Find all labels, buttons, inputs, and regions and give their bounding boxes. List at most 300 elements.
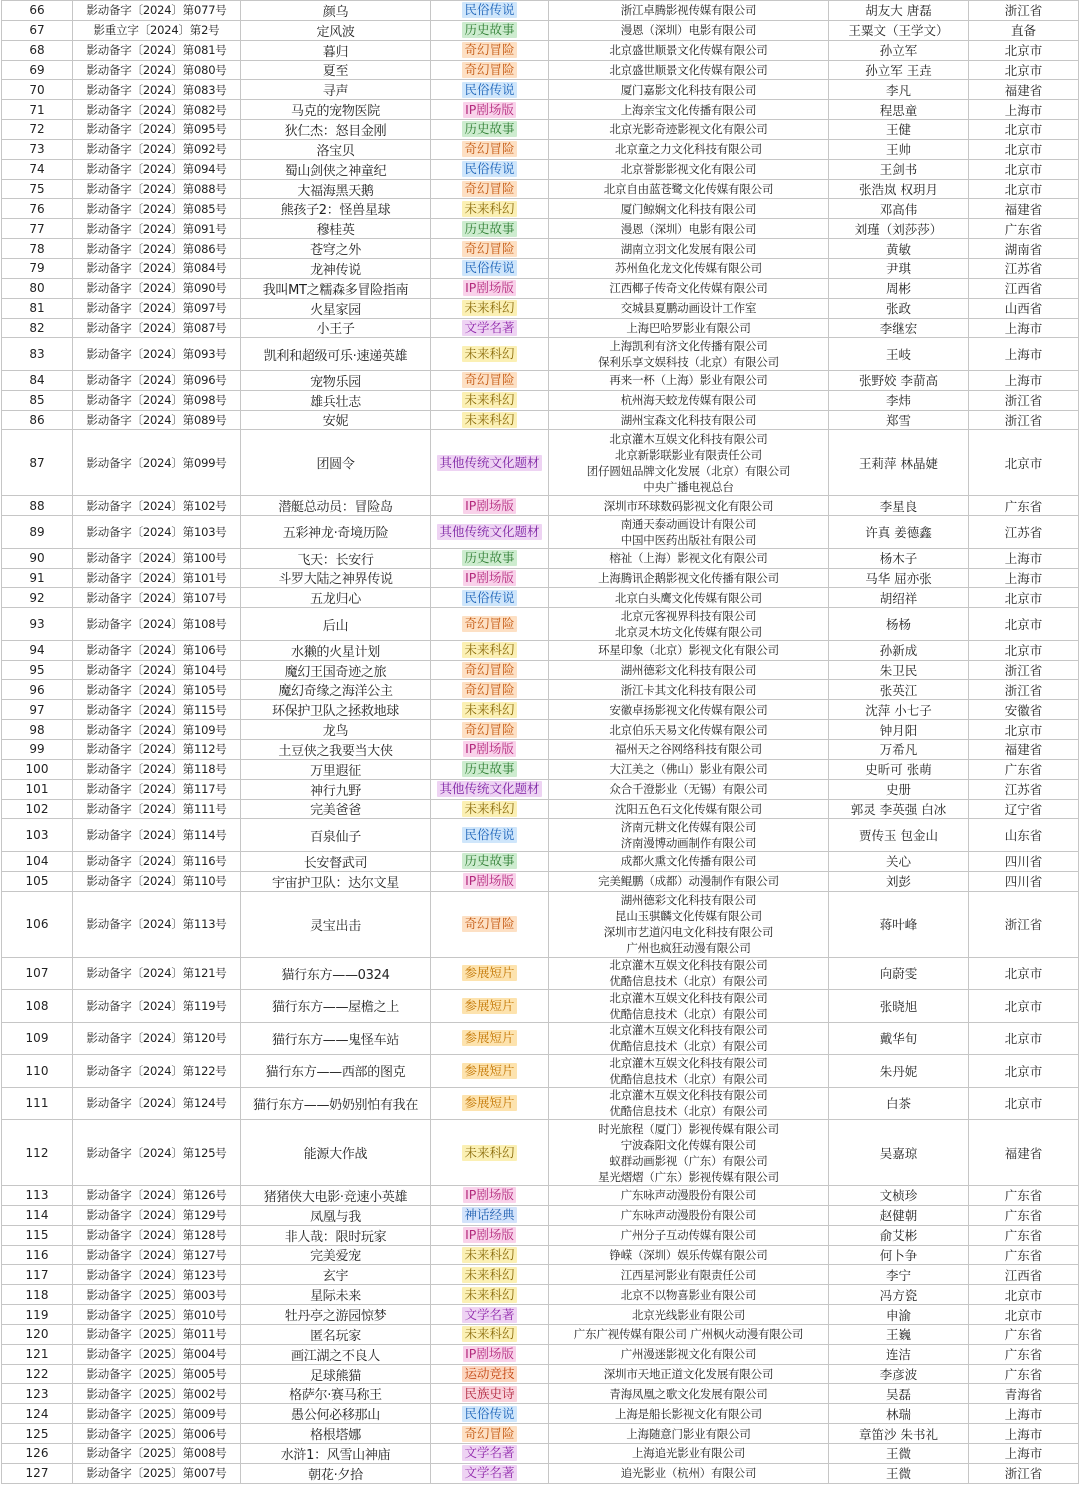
province: 广东省 — [969, 1345, 1079, 1364]
genre-cell — [431, 516, 549, 548]
company-cell — [549, 391, 829, 410]
company-name: 广东咏声动漫股份有限公司 — [620, 1188, 757, 1203]
company-name: 北京光影奇迹影视文化有限公司 — [609, 122, 768, 137]
company-name: 南通天泰动画设计有限公司 — [620, 516, 757, 531]
genre-badge: 奇幻冒险 — [464, 240, 515, 256]
film-title: 猫行东方——奶奶别怕有我在 — [241, 1088, 431, 1120]
genre-cell — [431, 780, 549, 799]
film-title: 长安督武司 — [241, 852, 431, 871]
table-row — [2, 120, 1079, 140]
registration-number: 影动备字〔2025〕第005号 — [73, 1365, 241, 1384]
company-cell — [549, 1325, 829, 1344]
table-row — [2, 1055, 1079, 1088]
row-number: 72 — [2, 120, 73, 139]
company-name: 蚁群动画影视（广东）有限公司 — [609, 1153, 768, 1168]
row-number: 93 — [2, 608, 73, 640]
registration-number: 影动备字〔2024〕第128号 — [73, 1226, 241, 1245]
company-cell — [549, 1246, 829, 1265]
table-row — [2, 219, 1079, 239]
director: 李宁 — [829, 1265, 969, 1284]
company-cell — [549, 516, 829, 548]
genre-cell — [431, 740, 549, 759]
company-name: 江西椰子传奇文化传媒有限公司 — [609, 281, 768, 296]
genre-badge: IP剧场版 — [465, 1346, 514, 1362]
registration-number: 影重立字〔2024〕第2号 — [73, 21, 241, 40]
registration-number: 影动备字〔2024〕第105号 — [73, 680, 241, 699]
company-name: 湖州宝森文化科技有限公司 — [620, 412, 757, 427]
company-name: 上海腾讯企鹅影视文化传播有限公司 — [598, 570, 779, 585]
province: 江西省 — [969, 1265, 1079, 1284]
genre-badge: 其他传统文化题材 — [439, 523, 540, 539]
company-name: 完美鲲鹏（成都）动漫制作有限公司 — [598, 874, 779, 889]
table-row — [2, 1265, 1079, 1285]
company-cell — [549, 1023, 829, 1055]
company-name: 大江美之（佛山）影业有限公司 — [609, 762, 768, 777]
director: 关心 — [829, 852, 969, 871]
province: 广东省 — [969, 219, 1079, 238]
company-name: 上海是船长影视文化有限公司 — [615, 1406, 762, 1421]
company-cell — [549, 892, 829, 957]
row-number: 89 — [2, 516, 73, 548]
company-cell — [549, 661, 829, 680]
director: 郭灵 李英强 白冰 — [829, 800, 969, 819]
film-title: 后山 — [241, 608, 431, 640]
genre-badge: 神话经典 — [464, 1207, 515, 1223]
row-number: 75 — [2, 180, 73, 199]
company-cell — [549, 299, 829, 318]
company-name: 北京灌木互娱文化科技有限公司 — [609, 431, 768, 446]
director: 周彬 — [829, 279, 969, 298]
genre-badge: 文学名著 — [464, 1445, 515, 1461]
row-number: 109 — [2, 1023, 73, 1055]
company-cell — [549, 720, 829, 739]
director: 李星良 — [829, 496, 969, 515]
row-number: 117 — [2, 1265, 73, 1284]
film-registration-table — [1, 0, 1079, 1484]
director: 张政 — [829, 299, 969, 318]
genre-badge: 民俗传说 — [464, 1405, 515, 1421]
row-number: 91 — [2, 569, 73, 588]
row-number: 69 — [2, 61, 73, 80]
film-title: 雄兵壮志 — [241, 391, 431, 410]
company-cell — [549, 1424, 829, 1443]
row-number: 112 — [2, 1120, 73, 1185]
company-cell — [549, 872, 829, 891]
company-name: 福州天之谷网络科技有限公司 — [615, 742, 762, 757]
province: 浙江省 — [969, 1464, 1079, 1483]
director: 孙立军 — [829, 41, 969, 60]
table-row — [2, 1186, 1079, 1206]
company-cell — [549, 1, 829, 20]
registration-number: 影动备字〔2025〕第008号 — [73, 1444, 241, 1463]
genre-badge: 民俗传说 — [464, 260, 515, 276]
director: 赵健朝 — [829, 1206, 969, 1225]
company-cell — [549, 1206, 829, 1225]
company-name: 北京白头鹰文化传媒有限公司 — [615, 590, 762, 605]
row-number: 107 — [2, 958, 73, 990]
company-cell — [549, 588, 829, 607]
row-number: 92 — [2, 588, 73, 607]
director: 戴华旬 — [829, 1023, 969, 1055]
company-cell — [549, 990, 829, 1022]
company-cell — [549, 1345, 829, 1364]
registration-number: 影动备字〔2024〕第103号 — [73, 516, 241, 548]
director: 胡友大 唐磊 — [829, 1, 969, 20]
registration-number: 影动备字〔2024〕第093号 — [73, 338, 241, 370]
province: 北京市 — [969, 1285, 1079, 1304]
genre-cell — [431, 239, 549, 258]
genre-cell — [431, 819, 549, 851]
film-title: 暮归 — [241, 41, 431, 60]
table-row — [2, 319, 1079, 339]
film-title: 穆桂英 — [241, 219, 431, 238]
genre-badge: 奇幻冒险 — [464, 372, 515, 388]
registration-number: 影动备字〔2024〕第088号 — [73, 180, 241, 199]
table-row — [2, 892, 1079, 958]
company-name: 广州也疯狂动漫有限公司 — [626, 941, 751, 956]
row-number: 104 — [2, 852, 73, 871]
registration-number: 影动备字〔2024〕第120号 — [73, 1023, 241, 1055]
genre-cell — [431, 990, 549, 1022]
table-row — [2, 1285, 1079, 1305]
film-title: 斗罗大陆之神界传说 — [241, 569, 431, 588]
film-title: 牡丹亭之游园惊梦 — [241, 1305, 431, 1324]
row-number: 98 — [2, 720, 73, 739]
genre-cell — [431, 100, 549, 119]
genre-cell — [431, 1226, 549, 1245]
registration-number: 影动备字〔2024〕第116号 — [73, 852, 241, 871]
film-title: 环保护卫队之拯救地球 — [241, 700, 431, 719]
province: 福建省 — [969, 740, 1079, 759]
company-name: 北京童之力文化科技有限公司 — [615, 142, 762, 157]
director: 俞艾彬 — [829, 1226, 969, 1245]
table-row — [2, 819, 1079, 852]
company-cell — [549, 608, 829, 640]
genre-badge: IP剧场版 — [465, 569, 514, 585]
registration-number: 影动备字〔2024〕第106号 — [73, 641, 241, 660]
film-title: 潜艇总动员：冒险岛 — [241, 496, 431, 515]
province: 上海市 — [969, 1404, 1079, 1423]
genre-badge: 奇幻冒险 — [464, 181, 515, 197]
province: 北京市 — [969, 61, 1079, 80]
director: 朱卫民 — [829, 661, 969, 680]
table-row — [2, 1120, 1079, 1186]
registration-number: 影动备字〔2024〕第085号 — [73, 199, 241, 218]
table-row — [2, 279, 1079, 299]
film-title: 格根塔娜 — [241, 1424, 431, 1443]
genre-cell — [431, 958, 549, 990]
registration-number: 影动备字〔2025〕第003号 — [73, 1285, 241, 1304]
registration-number: 影动备字〔2024〕第117号 — [73, 780, 241, 799]
registration-number: 影动备字〔2024〕第111号 — [73, 800, 241, 819]
director: 李凡 — [829, 80, 969, 99]
film-title: 万里遐征 — [241, 760, 431, 779]
genre-cell — [431, 1365, 549, 1384]
company-cell — [549, 800, 829, 819]
row-number: 108 — [2, 990, 73, 1022]
row-number: 110 — [2, 1055, 73, 1087]
province: 上海市 — [969, 319, 1079, 338]
province: 上海市 — [969, 1424, 1079, 1443]
row-number: 88 — [2, 496, 73, 515]
table-row — [2, 239, 1079, 259]
film-title: 蜀山剑侠之神童纪 — [241, 160, 431, 179]
company-name: 北京新影联影业有限责任公司 — [615, 447, 762, 462]
province: 福建省 — [969, 1120, 1079, 1185]
company-cell — [549, 21, 829, 40]
director: 林瑞 — [829, 1404, 969, 1423]
row-number: 94 — [2, 641, 73, 660]
genre-cell — [431, 872, 549, 891]
table-row — [2, 641, 1079, 661]
row-number: 99 — [2, 740, 73, 759]
province: 上海市 — [969, 569, 1079, 588]
province: 上海市 — [969, 371, 1079, 390]
table-row — [2, 852, 1079, 872]
genre-badge: 文学名著 — [464, 319, 515, 335]
row-number: 70 — [2, 80, 73, 99]
director: 朱丹妮 — [829, 1055, 969, 1087]
genre-cell — [431, 496, 549, 515]
province: 广东省 — [969, 1246, 1079, 1265]
row-number: 86 — [2, 411, 73, 430]
company-cell — [549, 41, 829, 60]
company-cell — [549, 180, 829, 199]
film-title: 猫行东方——鬼怪车站 — [241, 1023, 431, 1055]
film-title: 夏至 — [241, 61, 431, 80]
director: 杨木子 — [829, 549, 969, 568]
director: 马华 屈亦张 — [829, 569, 969, 588]
company-name: 交城县夏鹏动画设计工作室 — [620, 301, 757, 316]
province: 北京市 — [969, 180, 1079, 199]
row-number: 77 — [2, 219, 73, 238]
company-name: 浙江卓腾影视传媒有限公司 — [620, 3, 757, 18]
table-row — [2, 1246, 1079, 1266]
table-row — [2, 872, 1079, 892]
film-title: 熊孩子2：怪兽星球 — [241, 199, 431, 218]
table-row — [2, 411, 1079, 431]
film-title: 猪猪侠大电影·竞速小英雄 — [241, 1186, 431, 1205]
company-cell — [549, 549, 829, 568]
table-row — [2, 160, 1079, 180]
province: 广东省 — [969, 760, 1079, 779]
row-number: 124 — [2, 1404, 73, 1423]
province: 上海市 — [969, 100, 1079, 119]
row-number: 126 — [2, 1444, 73, 1463]
genre-cell — [431, 1088, 549, 1120]
registration-number: 影动备字〔2024〕第102号 — [73, 496, 241, 515]
province: 山东省 — [969, 819, 1079, 851]
genre-badge: 未来科幻 — [464, 1144, 515, 1160]
company-name: 再来一杯（上海）影业有限公司 — [609, 373, 768, 388]
genre-cell — [431, 61, 549, 80]
company-cell — [549, 1404, 829, 1423]
genre-badge: IP剧场版 — [465, 1187, 514, 1203]
company-name: 湖州德彩文化科技有限公司 — [620, 893, 757, 908]
province: 浙江省 — [969, 391, 1079, 410]
table-row — [2, 371, 1079, 391]
row-number: 85 — [2, 391, 73, 410]
film-title: 水獭的火星计划 — [241, 641, 431, 660]
genre-cell — [431, 608, 549, 640]
row-number: 114 — [2, 1206, 73, 1225]
company-cell — [549, 700, 829, 719]
company-cell — [549, 239, 829, 258]
registration-number: 影动备字〔2024〕第122号 — [73, 1055, 241, 1087]
genre-cell — [431, 259, 549, 278]
company-name: 北京元客视界科技有限公司 — [620, 609, 757, 623]
company-name: 时光旅程（厦门）影视传媒有限公司 — [598, 1121, 779, 1136]
row-number: 87 — [2, 430, 73, 495]
director: 钟月阳 — [829, 720, 969, 739]
film-title: 完美爸爸 — [241, 800, 431, 819]
table-row — [2, 1404, 1079, 1424]
registration-number: 影动备字〔2024〕第112号 — [73, 740, 241, 759]
row-number: 74 — [2, 160, 73, 179]
company-cell — [549, 80, 829, 99]
province: 北京市 — [969, 1055, 1079, 1087]
registration-number: 影动备字〔2024〕第124号 — [73, 1088, 241, 1120]
genre-cell — [431, 1305, 549, 1324]
registration-number: 影动备字〔2025〕第011号 — [73, 1325, 241, 1344]
genre-cell — [431, 219, 549, 238]
company-name: 北京灌木互娱文化科技有限公司 — [609, 990, 768, 1005]
genre-badge: 历史故事 — [464, 761, 515, 777]
table-row — [2, 516, 1079, 549]
company-name: 深圳市环球数码影视文化有限公司 — [603, 498, 774, 513]
genre-badge: 未来科幻 — [464, 642, 515, 658]
genre-badge: IP剧场版 — [465, 101, 514, 117]
row-number: 78 — [2, 239, 73, 258]
company-name: 沈阳五色石文化传媒有限公司 — [615, 801, 762, 816]
director: 王剑书 — [829, 160, 969, 179]
company-cell — [549, 319, 829, 338]
company-name: 中央广播电视总台 — [643, 479, 734, 494]
table-row — [2, 1424, 1079, 1444]
genre-badge: 历史故事 — [464, 550, 515, 566]
table-row — [2, 1, 1079, 21]
company-cell — [549, 1088, 829, 1120]
registration-number: 影动备字〔2024〕第081号 — [73, 41, 241, 60]
genre-cell — [431, 892, 549, 957]
company-name: 上海凯利有济文化传播有限公司 — [609, 339, 768, 354]
province: 北京市 — [969, 641, 1079, 660]
province: 北京市 — [969, 608, 1079, 640]
company-name: 北京灵木坊文化传媒有限公司 — [615, 625, 762, 639]
province: 广东省 — [969, 496, 1079, 515]
genre-cell — [431, 700, 549, 719]
director: 王巍 — [829, 1325, 969, 1344]
row-number: 102 — [2, 800, 73, 819]
genre-badge: 历史故事 — [464, 220, 515, 236]
film-title: 百泉仙子 — [241, 819, 431, 851]
director: 王粟文（王学文） — [829, 21, 969, 40]
registration-number: 影动备字〔2024〕第099号 — [73, 430, 241, 495]
row-number: 118 — [2, 1285, 73, 1304]
row-number: 113 — [2, 1186, 73, 1205]
row-number: 125 — [2, 1424, 73, 1443]
genre-badge: 文学名著 — [464, 1306, 515, 1322]
registration-number: 影动备字〔2024〕第083号 — [73, 80, 241, 99]
row-number: 103 — [2, 819, 73, 851]
genre-badge: 民俗传说 — [464, 161, 515, 177]
film-title: 宠物乐园 — [241, 371, 431, 390]
company-cell — [549, 1384, 829, 1403]
table-row — [2, 740, 1079, 760]
company-name: 北京光线影业有限公司 — [632, 1307, 745, 1322]
registration-number: 影动备字〔2024〕第119号 — [73, 990, 241, 1022]
genre-cell — [431, 371, 549, 390]
province: 浙江省 — [969, 892, 1079, 957]
province: 浙江省 — [969, 661, 1079, 680]
film-title: 匿名玩家 — [241, 1325, 431, 1344]
genre-cell — [431, 800, 549, 819]
table-row — [2, 299, 1079, 319]
row-number: 84 — [2, 371, 73, 390]
company-cell — [549, 1305, 829, 1324]
registration-number: 影动备字〔2025〕第007号 — [73, 1464, 241, 1483]
director: 孙新成 — [829, 641, 969, 660]
director: 王健 — [829, 120, 969, 139]
company-name: 优酷信息技术（北京）有限公司 — [609, 974, 768, 989]
genre-badge: 民族史诗 — [464, 1385, 515, 1401]
genre-cell — [431, 140, 549, 159]
director: 黄敏 — [829, 239, 969, 258]
director: 吴嘉琼 — [829, 1120, 969, 1185]
film-title: 足球熊猫 — [241, 1365, 431, 1384]
genre-badge: 民俗传说 — [464, 827, 515, 843]
row-number: 79 — [2, 259, 73, 278]
film-title: 完美爱宠 — [241, 1246, 431, 1265]
genre-badge: 未来科幻 — [464, 300, 515, 316]
table-row — [2, 1325, 1079, 1345]
company-name: 深圳市天地正道文化发展有限公司 — [603, 1367, 774, 1382]
genre-cell — [431, 760, 549, 779]
genre-cell — [431, 1246, 549, 1265]
row-number: 96 — [2, 680, 73, 699]
province: 江苏省 — [969, 259, 1079, 278]
registration-number: 影动备字〔2024〕第125号 — [73, 1120, 241, 1185]
director: 史昕可 张萌 — [829, 760, 969, 779]
registration-number: 影动备字〔2024〕第094号 — [73, 160, 241, 179]
company-name: 北京自由蓝苍鹭文化传媒有限公司 — [603, 182, 774, 197]
genre-badge: 奇幻冒险 — [464, 61, 515, 77]
genre-badge: 未来科幻 — [464, 1246, 515, 1262]
registration-number: 影动备字〔2024〕第107号 — [73, 588, 241, 607]
row-number: 101 — [2, 780, 73, 799]
province: 北京市 — [969, 1023, 1079, 1055]
film-title: 我叫MT之糯森多冒险指南 — [241, 279, 431, 298]
film-title: 狄仁杰：怒目金刚 — [241, 120, 431, 139]
row-number: 95 — [2, 661, 73, 680]
province: 上海市 — [969, 549, 1079, 568]
genre-badge: 参展短片 — [464, 965, 515, 981]
company-name: 湖南立羽文化发展有限公司 — [620, 241, 757, 256]
company-name: 北京灌木互娱文化科技有限公司 — [609, 1088, 768, 1103]
company-name: 追光影业（杭州）有限公司 — [620, 1466, 757, 1481]
company-name: 厦门鲸娴文化科技有限公司 — [620, 201, 757, 216]
film-title: 灵宝出击 — [241, 892, 431, 957]
table-row — [2, 1444, 1079, 1464]
company-name: 优酷信息技术（北京）有限公司 — [609, 1071, 768, 1086]
row-number: 66 — [2, 1, 73, 20]
company-name: 上海追光影业有限公司 — [632, 1446, 745, 1461]
table-row — [2, 61, 1079, 81]
table-row — [2, 430, 1079, 496]
company-name: 北京灌木互娱文化科技有限公司 — [609, 1055, 768, 1070]
registration-number: 影动备字〔2024〕第095号 — [73, 120, 241, 139]
genre-badge: 民俗传说 — [464, 2, 515, 18]
